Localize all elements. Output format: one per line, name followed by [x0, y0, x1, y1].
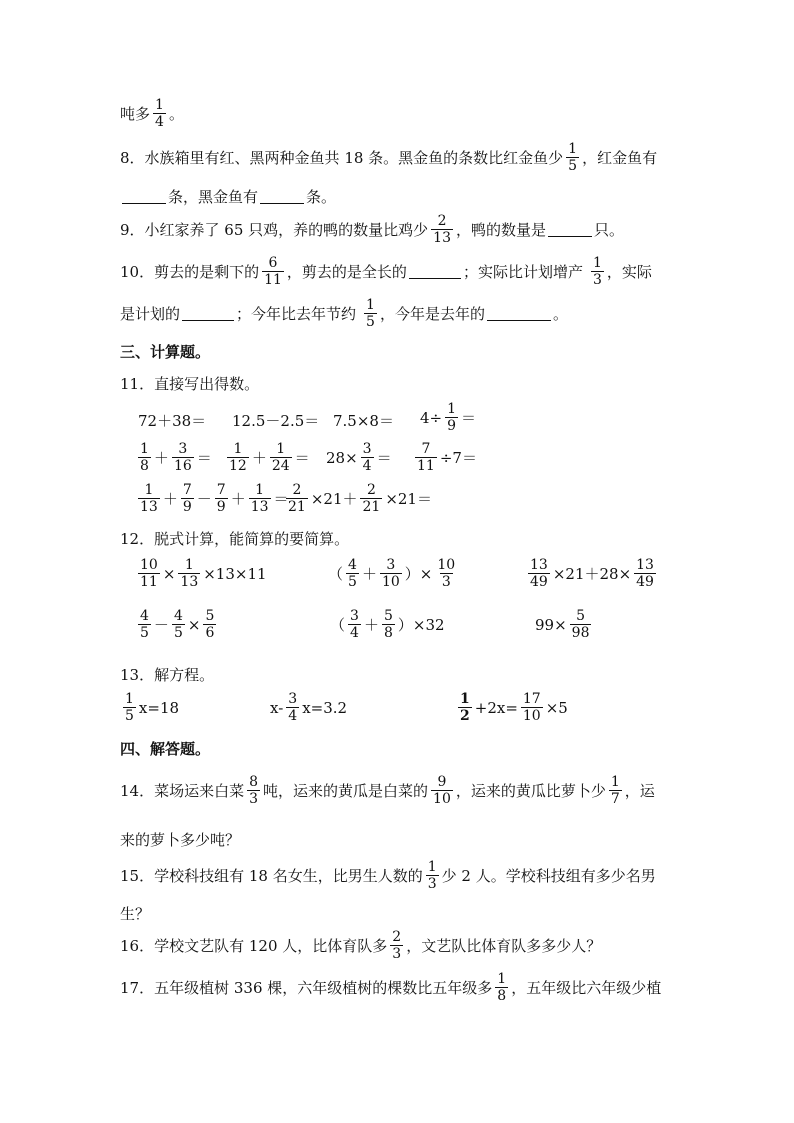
section-3-heading — [120, 341, 210, 362]
numerator: 1 — [233, 441, 243, 457]
denominator: 2 — [460, 708, 470, 724]
denominator: 3 — [392, 946, 402, 962]
numerator: 1 — [592, 255, 602, 271]
fraction — [172, 442, 194, 473]
text: ；实际比计划增产 — [462, 263, 583, 281]
denominator: 5 — [173, 625, 183, 641]
denominator: 49 — [530, 574, 548, 590]
denominator: 8 — [497, 988, 507, 1004]
fraction — [346, 558, 359, 589]
denominator: 98 — [571, 625, 590, 641]
text: ）×32 — [397, 616, 445, 634]
fraction — [138, 558, 160, 589]
fraction — [566, 142, 579, 173]
operator: ＋ — [162, 490, 178, 508]
fraction — [262, 256, 284, 287]
heading-text: 四、解答题。 — [120, 740, 211, 758]
q11-item-4 — [420, 402, 476, 433]
fraction — [153, 98, 166, 129]
numerator: 3 — [386, 557, 396, 573]
q12-item-2 — [328, 558, 460, 589]
denominator: 5 — [125, 708, 134, 724]
fraction — [178, 558, 200, 589]
denominator: 8 — [383, 625, 393, 641]
fraction — [286, 692, 299, 723]
numerator: 5 — [383, 608, 393, 624]
numerator: 2 — [292, 482, 302, 498]
denominator: 24 — [271, 458, 290, 474]
text: x=18 — [138, 698, 180, 717]
problem-7-tail — [120, 98, 184, 129]
text: ，实际 — [606, 263, 652, 281]
numerator: 1 — [366, 297, 375, 313]
answer-blank[interactable] — [487, 306, 551, 321]
text: 99× — [535, 615, 567, 634]
fraction — [495, 972, 508, 1003]
denominator: 3 — [592, 272, 602, 288]
numerator: 17 — [522, 691, 541, 707]
text: x=3.2 — [302, 698, 348, 717]
text: 14．菜场运来白菜 — [120, 782, 245, 800]
denominator: 10 — [433, 791, 451, 807]
text: 。 — [168, 105, 184, 123]
text: 来的萝卜多少吨？ — [120, 831, 241, 849]
text: ，五年级比六年级少植 — [511, 979, 662, 997]
q13-equation-3 — [455, 692, 568, 723]
text: ，文艺队比体育队多多少人？ — [406, 937, 602, 955]
denominator: 4 — [350, 625, 359, 641]
text: 15．学校科技组有 18 名女生，比男生人数的 — [120, 867, 423, 885]
fraction — [286, 483, 308, 514]
numerator: 1 — [447, 401, 457, 417]
text: 16．学校文艺队有 120 人，比体育队多 — [120, 937, 388, 955]
text: 条，黑金鱼有 — [168, 188, 259, 206]
text: ，运来的黄瓜比萝卜少 — [455, 782, 606, 800]
numerator: 2 — [392, 929, 402, 945]
fraction — [570, 609, 592, 640]
text: 28× — [326, 448, 358, 467]
numerator: 1 — [255, 482, 265, 498]
text: ＝ — [461, 409, 477, 427]
fraction — [123, 692, 136, 723]
q11-item-2 — [232, 410, 319, 431]
fraction — [138, 609, 151, 640]
fraction — [435, 558, 457, 589]
numerator: 13 — [636, 557, 654, 573]
fraction — [215, 483, 228, 514]
text: 17．五年级植树 336 棵，六年级植树的棵数比五年级多 — [120, 979, 493, 997]
denominator: 9 — [182, 499, 192, 515]
text: ×13×11 — [203, 564, 267, 583]
q11-item-1 — [138, 410, 206, 431]
text: ，运 — [624, 782, 655, 800]
denominator: 11 — [140, 574, 158, 590]
denominator: 11 — [417, 458, 435, 474]
denominator: 5 — [348, 574, 357, 590]
denominator: 21 — [362, 499, 381, 515]
text: ＝ — [196, 449, 212, 467]
fraction — [609, 775, 622, 806]
answer-blank[interactable] — [260, 189, 304, 204]
text: ×5 — [545, 698, 568, 717]
operator: ＋ — [251, 449, 267, 467]
fraction — [360, 483, 382, 514]
q13-equation-2 — [270, 692, 347, 723]
q11-item-5 — [135, 442, 212, 473]
answer-blank[interactable] — [122, 189, 166, 204]
fraction — [203, 609, 216, 640]
text: 12．脱式计算，能简算的要简算。 — [120, 530, 350, 548]
numerator: 4 — [173, 608, 183, 624]
text: ＝ — [273, 490, 289, 508]
text: 10．剪去的是剩下的 — [120, 263, 260, 281]
expression: 72＋38＝ — [138, 412, 207, 430]
denominator: 9 — [216, 499, 226, 515]
problem-8-line-1 — [120, 142, 657, 173]
denominator: 49 — [636, 574, 654, 590]
operator: × — [187, 615, 201, 634]
text: ＝ — [294, 449, 310, 467]
heading-text: 三、计算题。 — [120, 343, 211, 361]
q11-item-6 — [224, 442, 310, 473]
denominator: 10 — [381, 574, 400, 590]
answer-blank[interactable] — [182, 306, 234, 321]
fraction — [227, 442, 249, 473]
fraction — [361, 442, 374, 473]
fraction — [634, 558, 656, 589]
operator: ×21＋ — [310, 490, 358, 508]
fraction — [270, 442, 292, 473]
denominator: 13 — [250, 499, 269, 515]
text: ）× — [404, 565, 433, 583]
numerator: 1 — [568, 141, 578, 157]
fraction — [445, 402, 458, 433]
numerator: 7 — [182, 482, 192, 498]
denominator: 4 — [288, 708, 298, 724]
denominator: 13 — [180, 574, 199, 590]
text: （ — [328, 565, 344, 583]
numerator: 6 — [268, 255, 278, 271]
text: ，鸭的数量是 — [456, 221, 547, 239]
q12-item-3 — [525, 558, 659, 589]
numerator: 2 — [366, 482, 376, 498]
numerator: 1 — [125, 691, 134, 707]
denominator: 6 — [205, 625, 215, 641]
denominator: 3 — [249, 791, 259, 807]
numerator: 3 — [350, 608, 359, 624]
text: 吨多 — [120, 105, 151, 123]
fraction — [348, 609, 361, 640]
text: 9．小红家养了 65 只鸡，养的鸭的数量比鸡少 — [120, 221, 429, 239]
answer-blank[interactable] — [409, 264, 461, 279]
operator: ＋ — [363, 616, 379, 634]
problem-15-line-2 — [120, 903, 150, 924]
denominator: 21 — [288, 499, 306, 515]
q11-item-10 — [283, 483, 432, 514]
text: ，剪去的是全长的 — [286, 263, 407, 281]
q11-item-8 — [412, 442, 477, 473]
operator: － — [196, 490, 212, 508]
problem-10-line-2 — [120, 298, 568, 329]
numerator: 3 — [288, 691, 298, 707]
denominator: 13 — [140, 499, 158, 515]
fraction — [528, 558, 550, 589]
text: 少 2 人。学校科技组有多少名男 — [441, 867, 656, 885]
denominator: 5 — [568, 158, 578, 174]
denominator: 13 — [433, 230, 451, 246]
numerator: 1 — [184, 557, 194, 573]
numerator: 3 — [178, 441, 188, 457]
text: ，红金鱼有 — [582, 149, 658, 167]
text: ，今年是去年的 — [379, 305, 485, 323]
q12-item-6 — [535, 609, 594, 640]
q11-item-7 — [326, 442, 392, 473]
denominator: 11 — [264, 272, 282, 288]
text: ＝ — [376, 449, 392, 467]
denominator: 10 — [522, 708, 541, 724]
fraction — [458, 692, 472, 723]
text: 。 — [552, 305, 568, 323]
numerator: 1 — [497, 971, 507, 987]
text: ×21＝ — [385, 490, 432, 508]
denominator: 16 — [173, 458, 192, 474]
problem-14-line-1 — [120, 775, 655, 806]
denominator: 12 — [229, 458, 247, 474]
denominator: 9 — [447, 418, 457, 434]
answer-blank[interactable] — [548, 222, 592, 237]
question-13-title — [120, 664, 214, 685]
fraction — [138, 483, 160, 514]
numerator: 5 — [205, 608, 215, 624]
numerator: 7 — [216, 482, 226, 498]
q12-item-1 — [135, 558, 267, 589]
problem-10-line-1 — [120, 256, 652, 287]
numerator: 1 — [155, 97, 164, 113]
denominator: 4 — [362, 458, 372, 474]
numerator: 1 — [460, 691, 470, 707]
denominator: 7 — [610, 791, 620, 807]
numerator: 4 — [348, 557, 357, 573]
numerator: 8 — [249, 774, 259, 790]
text: 生？ — [120, 905, 151, 923]
numerator: 13 — [530, 557, 548, 573]
denominator: 8 — [140, 458, 149, 474]
q11-item-3 — [333, 410, 394, 431]
fraction — [390, 930, 403, 961]
text: 4÷ — [420, 408, 443, 427]
problem-8-line-2 — [120, 186, 336, 207]
problem-17 — [120, 972, 661, 1003]
fraction — [426, 860, 439, 891]
denominator: 3 — [427, 876, 437, 892]
q12-item-5 — [330, 609, 445, 640]
problem-15-line-1 — [120, 860, 656, 891]
fraction — [382, 609, 395, 640]
numerator: 5 — [576, 608, 586, 624]
text: 11．直接写出得数。 — [120, 375, 260, 393]
text: ÷7＝ — [439, 449, 477, 467]
fraction — [172, 609, 185, 640]
problem-9 — [120, 214, 624, 245]
numerator: 2 — [437, 213, 447, 229]
operator: ＋ — [230, 490, 246, 508]
operator: ＋ — [153, 449, 169, 467]
text: +2x= — [474, 698, 518, 717]
text: 8．水族箱里有红、黑两种金鱼共 18 条。黑金鱼的条数比红金鱼少 — [120, 149, 564, 167]
text: 只。 — [594, 221, 625, 239]
denominator: 4 — [155, 114, 164, 130]
numerator: 1 — [140, 441, 149, 457]
denominator: 3 — [441, 574, 451, 590]
fraction — [364, 298, 377, 329]
numerator: 10 — [437, 557, 456, 573]
expression: 12.5－2.5＝ — [232, 412, 320, 430]
text: 13．解方程。 — [120, 666, 215, 684]
q12-item-4 — [135, 609, 219, 640]
operator: × — [162, 564, 176, 583]
numerator: 1 — [610, 774, 620, 790]
fraction — [138, 442, 151, 473]
numerator: 1 — [144, 482, 154, 498]
problem-16 — [120, 930, 601, 961]
question-12-title — [120, 528, 349, 549]
fraction — [380, 558, 402, 589]
fraction — [249, 483, 271, 514]
text: 吨，运来的黄瓜是白菜的 — [263, 782, 429, 800]
section-4-heading — [120, 738, 210, 759]
fraction — [431, 775, 453, 806]
denominator: 5 — [140, 625, 149, 641]
text: 条。 — [306, 188, 337, 206]
numerator: 4 — [140, 608, 149, 624]
expression: 7.5×8＝ — [333, 412, 394, 430]
text: （ — [330, 616, 346, 634]
numerator: 1 — [427, 859, 437, 875]
denominator: 5 — [366, 314, 375, 330]
question-11-title — [120, 373, 259, 394]
operator: ＋ — [361, 565, 377, 583]
fraction — [431, 214, 453, 245]
text: x- — [270, 698, 284, 717]
operator: － — [153, 616, 169, 634]
q11-item-9 — [135, 483, 289, 514]
fraction — [591, 256, 604, 287]
numerator: 3 — [362, 441, 372, 457]
q13-equation-1 — [120, 692, 179, 723]
numerator: 1 — [276, 441, 286, 457]
text: 是计划的 — [120, 305, 181, 323]
numerator: 9 — [437, 774, 447, 790]
numerator: 10 — [140, 557, 158, 573]
fraction — [415, 442, 437, 473]
fraction — [181, 483, 194, 514]
operator: ×21＋28× — [552, 565, 632, 583]
problem-14-line-2 — [120, 829, 240, 850]
text: ；今年比去年节约 — [236, 305, 357, 323]
fraction — [247, 775, 260, 806]
numerator: 7 — [421, 441, 431, 457]
fraction — [521, 692, 543, 723]
